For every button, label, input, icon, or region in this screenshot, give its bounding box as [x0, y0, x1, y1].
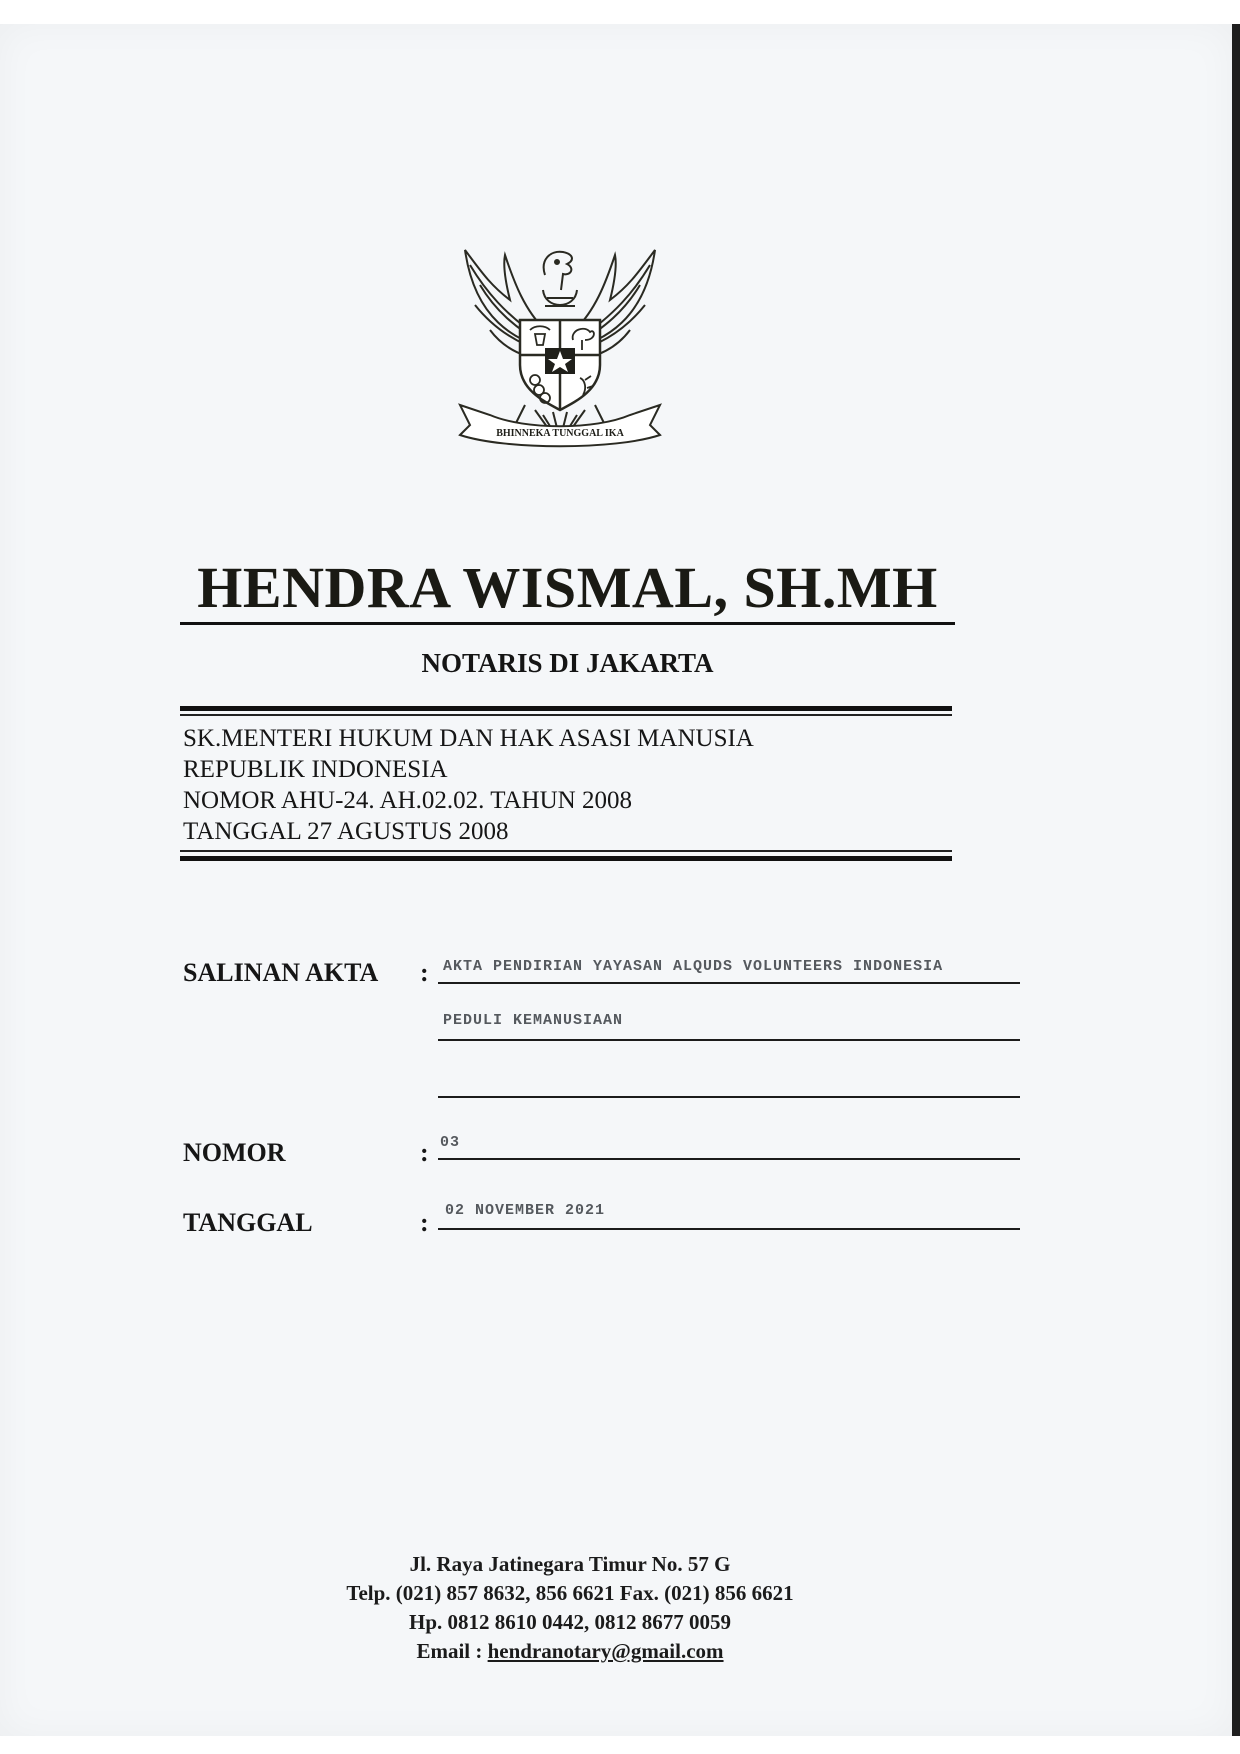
divider-top-thick [180, 706, 952, 711]
salinan-akta-value-line2: PEDULI KEMANUSIAAN [443, 1012, 624, 1029]
tanggal-colon: : [420, 1208, 429, 1237]
footer-email-label: Email : [416, 1639, 488, 1663]
scan-edge-right [1232, 24, 1240, 1736]
nomor-line [438, 1158, 1020, 1160]
footer-email-row [200, 1637, 940, 1666]
title-underline [180, 622, 955, 625]
contact-footer [200, 1550, 940, 1666]
footer-address: Jl. Raya Jatinegara Timur No. 57 G [409, 1552, 731, 1576]
divider-bottom-thin [180, 850, 952, 852]
divider-top-thin [180, 714, 952, 716]
salinan-akta-line-3 [438, 1096, 1020, 1098]
decree-line: REPUBLIK INDONESIA [183, 756, 448, 783]
decree-line: TANGGAL 27 AGUSTUS 2008 [183, 818, 509, 845]
garuda-pancasila-emblem-icon [435, 230, 685, 480]
decree-block [183, 723, 943, 847]
scan-edge-top [0, 0, 1240, 24]
tanggal-label: TANGGAL [183, 1208, 313, 1237]
salinan-akta-label: SALINAN AKTA [183, 958, 379, 987]
salinan-akta-line-1 [438, 982, 1020, 984]
footer-mobile: Hp. 0812 8610 0442, 0812 8677 0059 [408, 1610, 731, 1634]
decree-line: SK.MENTERI HUKUM DAN HAK ASASI MANUSIA [183, 725, 754, 752]
nomor-colon: : [420, 1138, 429, 1167]
salinan-akta-line-2 [438, 1039, 1020, 1041]
nomor-value: 03 [440, 1134, 461, 1151]
decree-line: NOMOR AHU-24. AH.02.02. TAHUN 2008 [183, 787, 632, 814]
tanggal-value: 02 NOVEMBER 2021 [445, 1202, 606, 1219]
salinan-akta-colon: : [420, 958, 429, 987]
footer-email-link[interactable]: hendranotary@gmail.com [487, 1639, 724, 1663]
emblem-motto: BHINNEKA TUNGGAL IKA [496, 428, 624, 439]
notary-subtitle: NOTARIS DI JAKARTA [421, 648, 714, 678]
notary-name-title: HENDRA WISMAL, SH.MH [197, 555, 938, 620]
tanggal-line [438, 1228, 1020, 1230]
scan-edge-bottom [0, 1736, 1240, 1754]
salinan-akta-value-line1: AKTA PENDIRIAN YAYASAN ALQUDS VOLUNTEERS INDONESIA [443, 958, 944, 975]
footer-phone: Telp. (021) 857 8632, 856 6621 Fax. (021) 856 6621 [346, 1581, 794, 1605]
divider-bottom-thick [180, 856, 952, 861]
nomor-label: NOMOR [183, 1138, 286, 1167]
